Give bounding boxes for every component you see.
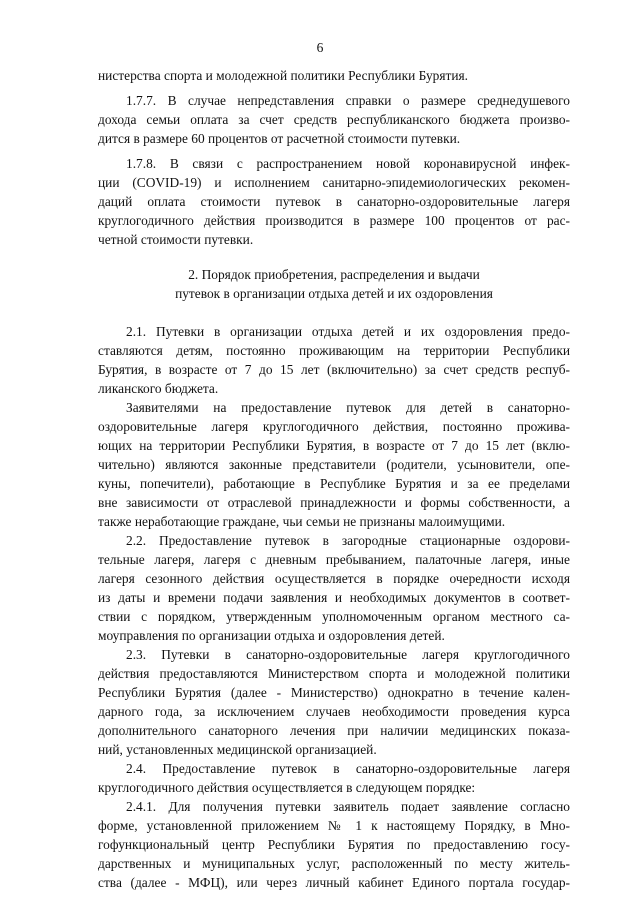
text-line: четной стоимости путевки. [98, 232, 254, 247]
text-line: тельные лагеря, лагеря с дневным пребыванием, палаточные лагеря, иные [98, 552, 570, 567]
text-line: дополнительного санаторного лечения при наличии медицинских показа- [98, 723, 570, 738]
text-line: дится в размере 60 процентов от расчетной стоимости путевки. [98, 131, 461, 146]
text-line: действия предоставляются Министерством спорта и молодежной политики [98, 666, 570, 681]
text-line: дарного года, за исключением случаев необходимости проведения курса [98, 704, 570, 719]
section-heading: 2. Порядок приобретения, распределения и выдачи [188, 267, 480, 282]
text-line: ний, установленных медицинской организацией. [98, 742, 377, 757]
text-line: 1.7.8. В связи с распространением новой коронавирусной инфек- [126, 156, 570, 171]
text-line: дарственных и муниципальных услуг, расположенный по месту житель- [98, 856, 570, 871]
text-line: 2.4.1. Для получения путевки заявитель подает заявление согласно [126, 799, 570, 814]
text-line: оздоровительные лагеря круглогодичного действия, постоянно прожива- [98, 419, 570, 434]
text-line: Республики Бурятия (далее - Министерство) однократно в течение кален- [98, 685, 570, 700]
text-line: ющих на территории Республики Бурятия, в возрасте от 7 до 15 лет (вклю- [98, 438, 570, 453]
text-line: нистерства спорта и молодежной политики Республики Бурятия. [98, 68, 469, 83]
text-line: ции (COVID-19) и исполнением санитарно-эпидемиологических рекомен- [98, 175, 570, 190]
text-line: дохода семьи оплата за счет средств республиканского бюджета произво- [98, 112, 570, 127]
text-line: 1.7.7. В случае непредставления справки о размере среднедушевого [126, 93, 570, 108]
text-line: ства (далее - МФЦ), или через личный кабинет Единого портала государ- [98, 875, 570, 890]
text-line: чительно) являются законные представители (родители, усыновители, опе- [98, 457, 570, 472]
text-line: форме, установленной приложением № 1 к настоящему Порядку, в Мно- [98, 818, 570, 833]
text-line: круглогодичного действия осуществляется в следующем порядке: [98, 780, 476, 795]
text-line: лагеря сезонного действия осуществляется в порядке очередности исходя [98, 571, 570, 586]
text-line: куны, попечители), работающие в Республике Бурятия и за ее пределами [98, 476, 570, 491]
page-number: 6 [316, 40, 324, 55]
text-line: из даты и времени подачи заявления и необходимых документов в соответ- [98, 590, 570, 605]
text-line: 2.4. Предоставление путевок в санаторно-оздоровительные лагеря [126, 761, 570, 776]
text-line: Бурятия, в возрасте от 7 до 15 лет (включительно) за счет средств респуб- [98, 362, 570, 377]
text-line: 2.3. Путевки в санаторно-оздоровительные лагеря круглогодичного [126, 647, 570, 662]
text-line: 2.2. Предоставление путевок в загородные стационарные оздорови- [126, 533, 570, 548]
text-line: ставляются детям, постоянно проживающим на территории Республики [98, 343, 570, 358]
text-line: моуправления по организации отдыха и оздоровления детей. [98, 628, 445, 643]
text-line: круглогодичного действия производится в размере 100 процентов от рас- [98, 213, 570, 228]
text-line: даций оплата стоимости путевок в санаторно-оздоровительные лагеря [98, 194, 570, 209]
section-heading: путевок в организации отдыха детей и их оздоровления [175, 286, 493, 301]
text-line: Заявителями на предоставление путевок для детей в санаторно- [126, 400, 570, 415]
text-line: 2.1. Путевки в организации отдыха детей и их оздоровления предо- [126, 324, 570, 339]
text-line: также неработающие граждане, чьи семьи не признаны малоимущими. [98, 514, 506, 529]
text-line: ствии с порядком, утвержденным уполномоченным органом местного са- [98, 609, 570, 624]
text-line: вне зависимости от отраслевой принадлежности и формы собственности, а [98, 495, 570, 510]
text-line: гофункциональный центр Республики Бурятия по предоставлению госу- [98, 837, 570, 852]
text-line: ликанского бюджета. [98, 381, 219, 396]
